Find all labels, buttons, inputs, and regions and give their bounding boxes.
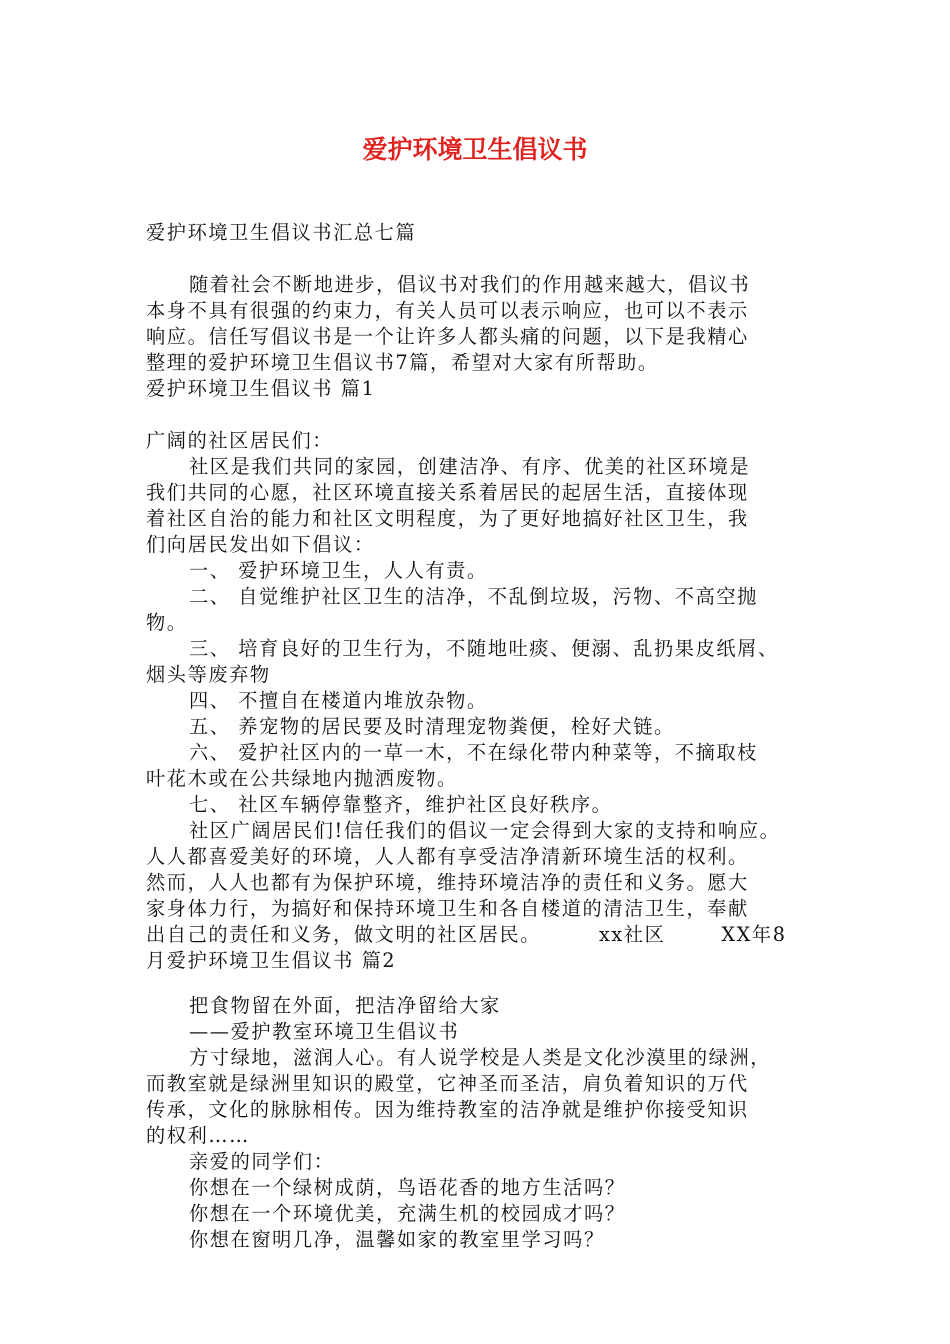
article-subtitle: ——爱护教室环境卫生倡议书 [189, 1020, 460, 1043]
proposal-item-cont: 烟头等废弃物 [146, 663, 271, 686]
intro-line: 本身不具有很强的约束力，有关人员可以表示响应，也可以不表示 [146, 299, 749, 322]
paragraph-line: 而教室就是绿洲里知识的殿堂，它神圣而圣洁，肩负着知识的万代 [146, 1072, 749, 1095]
intro-line: 响应。信任写倡议书是一个让许多人都头痛的问题，以下是我精心 [146, 325, 749, 348]
paragraph-line: 着社区自治的能力和社区文明程度，为了更好地搞好社区卫生，我 [146, 507, 749, 530]
paragraph-line: 我们共同的心愿，社区环境直接关系着居民的起居生活，直接体现 [146, 481, 749, 504]
proposal-item: 五、 养宠物的居民要及时清理宠物粪便，栓好犬链。 [189, 715, 675, 738]
signature-date: XX年8 [721, 923, 787, 946]
proposal-item-cont: 叶花木或在公共绿地内抛洒废物。 [146, 767, 458, 790]
paragraph-line: 然而，人人也都有为保护环境，维持环境洁净的责任和义务。愿大 [146, 871, 749, 894]
question-line: 你想在一个环境优美，充满生机的校园成才吗？ [189, 1202, 626, 1225]
salutation-2: 亲爱的同学们： [189, 1150, 335, 1173]
question-line: 你想在一个绿树成荫，鸟语花香的地方生活吗？ [189, 1176, 626, 1199]
signature-line [146, 922, 814, 948]
proposal-item: 四、 不擅自在楼道内堆放杂物。 [189, 689, 488, 712]
proposal-item: 三、 培育良好的卫生行为，不随地吐痰、便溺、乱扔果皮纸屑、 [189, 637, 779, 660]
paragraph-line: 人人都喜爱美好的环境，人人都有享受洁净清新环境生活的权利。 [146, 845, 749, 868]
salutation: 广阔的社区居民们： [146, 429, 334, 452]
section-heading-1: 爱护环境卫生倡议书 篇1 [146, 377, 376, 400]
paragraph-line: 社区是我们共同的家园，创建洁净、有序、优美的社区环境是 [189, 455, 751, 478]
proposal-item: 一、 爱护环境卫生，人人有责。 [189, 559, 488, 582]
paragraph-line: 们向居民发出如下倡议： [146, 533, 375, 556]
paragraph-line: 方寸绿地，滋润人心。有人说学校是人类是文化沙漠里的绿洲， [189, 1046, 772, 1069]
proposal-item: 六、 爱护社区内的一草一木，不在绿化带内种菜等，不摘取枝 [189, 741, 758, 764]
article-title: 把食物留在外面，把洁净留给大家 [189, 994, 501, 1017]
document-title: 爱护环境卫生倡议书 [362, 135, 588, 164]
closing-text: 出自己的责任和义务，做文明的社区居民。 [146, 923, 541, 946]
proposal-item-cont: 物。 [146, 611, 188, 634]
subtitle-line: 爱护环境卫生倡议书汇总七篇 [146, 221, 417, 244]
proposal-item: 七、 社区车辆停靠整齐，维护社区良好秩序。 [189, 793, 613, 816]
proposal-item: 二、 自觉维护社区卫生的洁净，不乱倒垃圾，污物、不高空抛 [189, 585, 758, 608]
intro-line: 整理的爱护环境卫生倡议书7篇，希望对大家有所帮助。 [146, 351, 659, 374]
paragraph-line: 社区广阔居民们!信任我们的倡议一定会得到大家的支持和响应。 [189, 819, 781, 842]
paragraph-line: 传承，文化的脉脉相传。因为维持教室的洁净就是维护你接受知识 [146, 1098, 749, 1121]
intro-line: 随着社会不断地进步，倡议书对我们的作用越来越大，倡议书 [189, 273, 751, 296]
paragraph-line: 的权利…… [146, 1124, 250, 1147]
section-heading-2: 月爱护环境卫生倡议书 篇2 [146, 949, 397, 972]
document-body [146, 220, 814, 1253]
paragraph-line: 家身体力行，为搞好和保持环境卫生和各自楼道的清洁卫生，奉献 [146, 897, 749, 920]
question-line: 你想在窗明几净，温馨如家的教室里学习吗？ [189, 1228, 605, 1251]
signature-community: xx社区 [598, 923, 666, 946]
